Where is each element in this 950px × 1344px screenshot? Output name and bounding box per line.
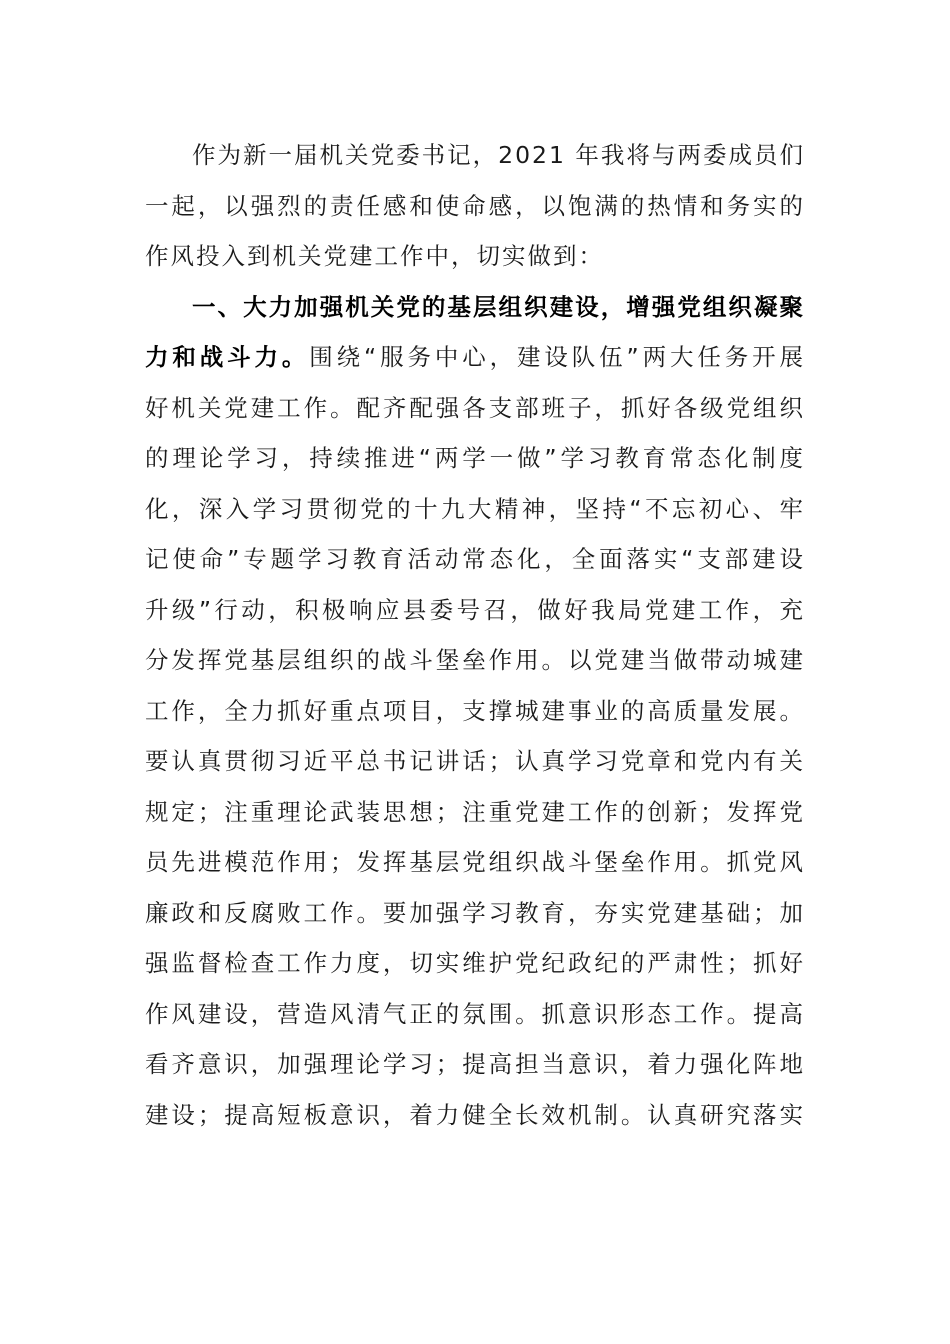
text-line: 的理论学习，持续推进“两学一做”学习教育常态化制度	[145, 444, 805, 472]
text-line: 工作，全力抓好重点项目，支撑城建事业的高质量发展。	[145, 696, 805, 725]
text-line: 作风投入到机关党建工作中，切实做到：	[145, 242, 604, 270]
text-span: 围绕“服务中心，建设队伍”两大任务开展	[309, 343, 806, 371]
paragraph-section-one	[145, 282, 805, 1141]
text-line-mixed	[145, 332, 805, 383]
text-line: 作为新一届机关党委书记，2021 年我将与两委成员们	[192, 141, 805, 169]
text-line: 要认真贯彻习近平总书记讲话；认真学习党章和党内有关	[145, 747, 805, 775]
text-line: 员先进模范作用；发挥基层党组织战斗堡垒作用。抓党风	[145, 848, 805, 876]
text-line: 一起，以强烈的责任感和使命感，以饱满的热情和务实的	[145, 191, 805, 220]
document-body	[145, 130, 805, 1140]
section-heading-line: 一、大力加强机关党的基层组织建设，增强党组织凝聚	[192, 292, 805, 321]
text-line: 强监督检查工作力度，切实维护党纪政纪的严肃性；抓好	[145, 949, 805, 977]
text-line: 看齐意识，加强理论学习；提高担当意识，着力强化阵地	[145, 1050, 805, 1078]
text-line: 化，深入学习贯彻党的十九大精神，坚持“不忘初心、牢	[145, 494, 805, 523]
text-line: 廉政和反腐败工作。要加强学习教育，夯实党建基础；加	[145, 898, 805, 927]
text-line: 分发挥党基层组织的战斗堡垒作用。以党建当做带动城建	[145, 646, 805, 674]
text-line: 好机关党建工作。配齐配强各支部班子，抓好各级党组织	[145, 393, 805, 422]
text-line: 升级”行动，积极响应县委号召，做好我局党建工作，充	[145, 595, 805, 624]
text-line: 作风建设，营造风清气正的氛围。抓意识形态工作。提高	[145, 999, 805, 1028]
paragraph-intro	[145, 130, 805, 282]
section-heading-end: 力和战斗力。	[145, 343, 310, 371]
text-line: 建设；提高短板意识，着力健全长效机制。认真研究落实	[145, 1100, 805, 1129]
text-line: 规定；注重理论武装思想；注重党建工作的创新；发挥党	[145, 797, 805, 826]
text-line: 记使命”专题学习教育活动常态化，全面落实“支部建设	[145, 545, 805, 573]
